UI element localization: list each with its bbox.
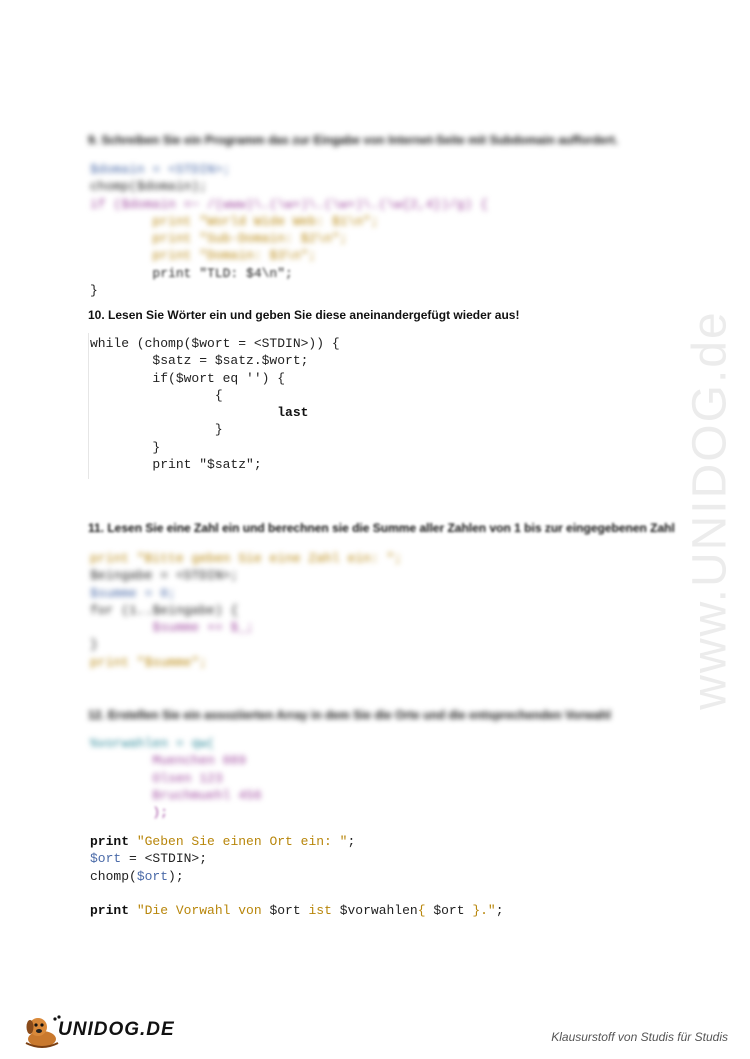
- code-line: last: [90, 405, 309, 421]
- code-line: print "$satz";: [90, 457, 262, 473]
- code-line: print "$summe";: [90, 654, 208, 670]
- task12-heading: 12. Erstellen Sie ein assoziierten Array in dem Sie die Orte und die entsprechenden Vorwahl: [88, 708, 611, 722]
- code-line: for (1..$eingabe) {: [90, 602, 239, 618]
- code-line: $domain = <STDIN>;: [90, 162, 231, 177]
- task9-heading: 9. Schreiben Sie ein Programm das zur Eingabe von Internet-Seite mit Subdomain auffordert.: [88, 133, 619, 147]
- code-line: );: [90, 805, 169, 821]
- code-line: Bruchmuehl 456: [90, 787, 262, 803]
- code-line: $eingabe = <STDIN>;: [90, 568, 239, 584]
- code-line: print "Sub-Domain: $2\n";: [90, 231, 348, 247]
- code-line: $summe = 0;: [90, 585, 176, 601]
- code-line: print "Bitte geben Sie eine Zahl ein: ";: [90, 551, 403, 566]
- code-line: chomp($ort);: [90, 868, 184, 884]
- code-line: [90, 885, 504, 902]
- task9-code: [90, 161, 488, 299]
- code-line: Olsen 123: [90, 770, 223, 786]
- watermark: [640, 270, 750, 750]
- code-line: }: [90, 422, 223, 438]
- code-line: print "Domain: $3\n";: [90, 248, 317, 264]
- code-string: "Geben Sie einen Ort ein: ": [136, 834, 348, 849]
- task11-heading: 11. Lesen Sie eine Zahl ein und berechnen sie die Summe aller Zahlen von 1 bis zur eingegebenen Zahl: [88, 521, 675, 535]
- code-line: }: [90, 439, 161, 455]
- code-line: {: [90, 387, 223, 403]
- code-line: chomp($domain);: [90, 179, 208, 195]
- task11-code: [90, 550, 402, 671]
- watermark-text: www.UNIDOG.de: [683, 310, 737, 710]
- code-line: print "Die Vorwahl von $ort ist $vorwahlen{ $ort }.";: [90, 903, 504, 919]
- code-line: %vorwahlen = qw(: [90, 736, 215, 751]
- task10-heading: 10. Lesen Sie Wörter ein und geben Sie diese aneinandergefügt wieder aus!: [88, 308, 520, 322]
- task12-code: [90, 833, 504, 919]
- code-line: print "TLD: $4\n";: [90, 265, 293, 281]
- task12-code-blurred: [90, 735, 262, 821]
- code-line: print "Geben Sie einen Ort ein: ";: [90, 834, 356, 849]
- code-line: $summe += $_;: [90, 620, 254, 636]
- dog-mascot-icon: [22, 1013, 62, 1049]
- code-line: }: [90, 637, 98, 653]
- unidog-logo[interactable]: [22, 1013, 182, 1049]
- code-line: $satz = $satz.$wort;: [90, 353, 309, 369]
- code-line: }: [90, 283, 98, 299]
- code-line: Muenchen 089: [90, 753, 247, 769]
- code-line: while (chomp($wort = <STDIN>)) {: [90, 336, 340, 351]
- task10-code: [90, 335, 340, 473]
- code-line: if($wort eq '') {: [90, 370, 286, 386]
- logo-text: UNIDOG.DE: [58, 1019, 175, 1040]
- code-line: print "World Wide Web: $1\n";: [90, 213, 379, 229]
- footer-tagline: Klausurstoff von Studis für Studis: [551, 1030, 728, 1044]
- code-line: if ($domain =~ /(www)\.(\w+)\.(\w+)\.(\w{2,4})/g) {: [90, 196, 488, 212]
- code-line: $ort = <STDIN>;: [90, 851, 208, 867]
